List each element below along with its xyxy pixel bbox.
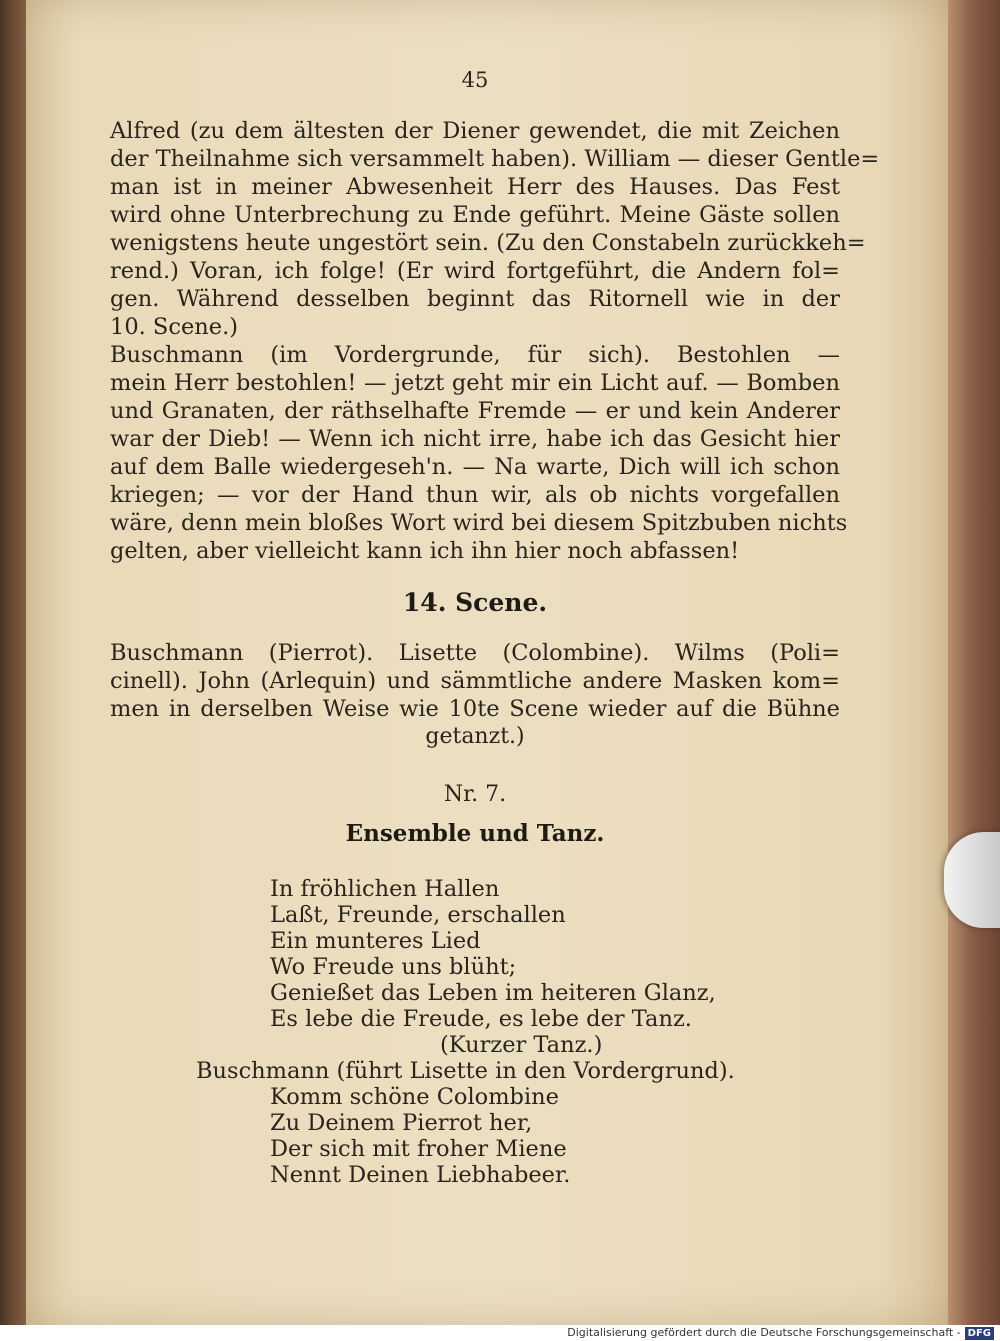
- page-clip: [944, 832, 1000, 928]
- text-line: Alfred (zu dem ältesten der Diener gewendet, die mit Zeichen: [110, 118, 840, 144]
- scene-heading: 14. Scene.: [402, 588, 548, 617]
- text-line: Buschmann (im Vordergrunde, für sich). Bestohlen —: [110, 342, 840, 368]
- text-line: wird ohne Unterbrechung zu Ende geführt. Meine Gäste sollen: [110, 202, 840, 228]
- song-line: Genießet das Leben im heiteren Glanz,: [270, 980, 716, 1006]
- text-line: mein Herr bestohlen! — jetzt geht mir ein Licht auf. — Bomben: [110, 370, 840, 396]
- dance-note: (Kurzer Tanz.): [440, 1032, 603, 1058]
- text-line: der Theilnahme sich versammelt haben). William — dieser Gentle=: [110, 146, 880, 172]
- text-line: auf dem Balle wiedergeseh'n. — Na warte, Dich will ich schon: [110, 454, 840, 480]
- text-line: wäre, denn mein bloßes Wort wird bei diesem Spitzbuben nichts: [110, 510, 848, 536]
- stage-direction-line: Buschmann (Pierrot). Lisette (Colombine). Wilms (Poli=: [110, 640, 840, 666]
- text-line: war der Dieb! — Wenn ich nicht irre, habe ich das Gesicht hier: [110, 426, 840, 452]
- song-line: Zu Deinem Pierrot her,: [270, 1110, 533, 1136]
- number-heading: Nr. 7.: [443, 782, 507, 807]
- text-line: gen. Während desselben beginnt das Ritornell wie in der: [110, 286, 840, 312]
- footer-text: Digitalisierung gefördert durch die Deutsche Forschungsgemeinschaft -: [567, 1326, 961, 1339]
- text-line: gelten, aber vielleicht kann ich ihn hier noch abfassen!: [110, 538, 740, 564]
- song-line: Wo Freude uns blüht;: [270, 954, 517, 980]
- stage-direction-line: getanzt.): [425, 724, 525, 749]
- text-line: 10. Scene.): [110, 314, 239, 340]
- page-number: 45: [461, 68, 489, 92]
- speaker-line: Buschmann (führt Lisette in den Vordergrund).: [196, 1058, 735, 1084]
- text-line: rend.) Voran, ich folge! (Er wird fortgeführt, die Andern fol=: [110, 258, 840, 284]
- song-line: Ein munteres Lied: [270, 928, 481, 954]
- song-line: In fröhlichen Hallen: [270, 876, 500, 902]
- ensemble-heading: Ensemble und Tanz.: [345, 820, 605, 847]
- book-cover-right: [948, 0, 1000, 1325]
- text-line: kriegen; — vor der Hand thun wir, als ob nichts vorgefallen: [110, 482, 840, 508]
- stage-direction-line: men in derselben Weise wie 10te Scene wieder auf die Bühne: [110, 696, 840, 722]
- digitization-footer: [0, 1325, 1000, 1341]
- song-line: Komm schöne Colombine: [270, 1084, 559, 1110]
- song-line: Der sich mit froher Miene: [270, 1136, 567, 1162]
- text-line: wenigstens heute ungestört sein. (Zu den Constabeln zurückkeh=: [110, 230, 866, 256]
- song-line: Laßt, Freunde, erschallen: [270, 902, 566, 928]
- dfg-logo: DFG: [965, 1327, 994, 1340]
- text-line: man ist in meiner Abwesenheit Herr des Hauses. Das Fest: [110, 174, 840, 200]
- stage-direction-line: cinell). John (Arlequin) und sämmtliche andere Masken kom=: [110, 668, 840, 694]
- text-line: und Granaten, der räthselhafte Fremde — er und kein Anderer: [110, 398, 840, 424]
- song-line: Es lebe die Freude, es lebe der Tanz.: [270, 1006, 692, 1032]
- song-line: Nennt Deinen Liebhabeer.: [270, 1162, 571, 1188]
